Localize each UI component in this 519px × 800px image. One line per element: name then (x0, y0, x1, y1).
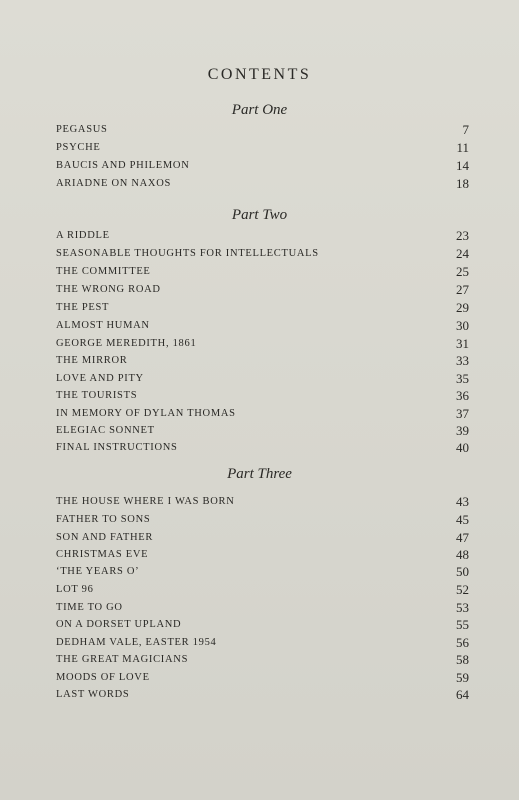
toc-entry (56, 335, 469, 353)
entry-title: SON AND FATHER (56, 532, 154, 543)
entry-page: 14 (456, 158, 469, 173)
toc-entry (56, 263, 469, 281)
entry-page: 40 (456, 440, 469, 455)
toc-entry (56, 422, 469, 440)
toc-entry (56, 387, 469, 405)
entry-title: THE WRONG ROAD (56, 284, 161, 295)
entry-title: PSYCHE (56, 142, 101, 153)
entry-title: ‘THE YEARS O’ (56, 566, 140, 577)
entry-page: 37 (456, 406, 469, 421)
entry-page: 36 (456, 388, 469, 403)
toc-entry (56, 529, 469, 547)
toc-entry (56, 439, 469, 457)
toc-entry (56, 651, 469, 669)
entry-page: 27 (456, 282, 469, 297)
entry-page: 23 (456, 228, 469, 243)
entry-page: 24 (456, 246, 469, 261)
toc-entry (56, 227, 469, 245)
entry-title: ALMOST HUMAN (56, 320, 150, 331)
toc-entry (56, 405, 469, 423)
entry-title: LOVE AND PITY (56, 373, 144, 384)
part-three-heading: Part Three (227, 466, 292, 482)
entry-page: 64 (456, 687, 469, 702)
toc-entry (56, 370, 469, 388)
entry-page: 48 (456, 547, 469, 562)
entry-page: 35 (456, 371, 469, 386)
entry-title: PEGASUS (56, 124, 108, 135)
entry-page: 45 (456, 512, 469, 527)
toc-entry (56, 121, 469, 139)
toc-entry (56, 581, 469, 599)
toc-entry (56, 493, 469, 511)
entry-page: 52 (456, 582, 469, 597)
entry-page: 47 (456, 530, 469, 545)
entry-title: MOODS OF LOVE (56, 672, 150, 683)
toc-entry (56, 686, 469, 704)
entry-page: 18 (456, 176, 469, 191)
toc-entry (56, 157, 469, 175)
entry-title: THE MIRROR (56, 355, 128, 366)
entry-title: FINAL INSTRUCTIONS (56, 442, 178, 453)
toc-entry (56, 139, 469, 157)
toc-entry (56, 616, 469, 634)
entry-title: THE COMMITTEE (56, 266, 151, 277)
part-two-heading: Part Two (231, 207, 288, 223)
toc-entry (56, 317, 469, 335)
entry-page: 39 (456, 423, 469, 438)
entry-title: BAUCIS AND PHILEMON (56, 160, 190, 171)
contents-heading: CONTENTS (207, 66, 312, 83)
toc-entry (56, 634, 469, 652)
entry-page: 58 (456, 652, 469, 667)
entry-page: 29 (456, 300, 469, 315)
toc-entry (56, 245, 469, 263)
entry-title: THE GREAT MAGICIANS (56, 654, 189, 665)
entry-title: ELEGIAC SONNET (56, 425, 155, 436)
entry-page: 11 (456, 140, 469, 155)
entry-page: 7 (462, 122, 469, 137)
entry-title: CHRISTMAS EVE (56, 549, 149, 560)
entry-page: 50 (456, 564, 469, 579)
entry-title: IN MEMORY OF DYLAN THOMAS (56, 408, 236, 419)
entry-page: 30 (456, 318, 469, 333)
entry-title: GEORGE MEREDITH, 1861 (56, 338, 197, 349)
entry-page: 53 (456, 600, 469, 615)
entry-page: 59 (456, 670, 469, 685)
entry-page: 55 (456, 617, 469, 632)
entry-page: 33 (456, 353, 469, 368)
entry-title: THE HOUSE WHERE I WAS BORN (56, 496, 235, 507)
entry-title: SEASONABLE THOUGHTS FOR INTELLECTUALS (56, 248, 319, 259)
entry-title: LOT 96 (56, 584, 94, 595)
toc-entry (56, 563, 469, 581)
toc-entry (56, 599, 469, 617)
toc-entry (56, 281, 469, 299)
toc-entry (56, 511, 469, 529)
entry-title: THE PEST (56, 302, 110, 313)
entry-title: LAST WORDS (56, 689, 130, 700)
entry-page: 56 (456, 635, 469, 650)
toc-entry (56, 175, 469, 193)
part-one-heading: Part One (231, 102, 288, 118)
entry-title: FATHER TO SONS (56, 514, 151, 525)
toc-entry (56, 299, 469, 317)
toc-entry (56, 352, 469, 370)
entry-page: 31 (456, 336, 469, 351)
entry-page: 25 (456, 264, 469, 279)
entry-page: 43 (456, 494, 469, 509)
toc-entry (56, 546, 469, 564)
entry-title: A RIDDLE (56, 230, 110, 241)
toc-entry (56, 669, 469, 687)
entry-title: THE TOURISTS (56, 390, 138, 401)
entry-title: ON A DORSET UPLAND (56, 619, 182, 630)
entry-title: ARIADNE ON NAXOS (56, 178, 172, 189)
entry-title: DEDHAM VALE, EASTER 1954 (56, 637, 217, 648)
entry-title: TIME TO GO (56, 602, 123, 613)
